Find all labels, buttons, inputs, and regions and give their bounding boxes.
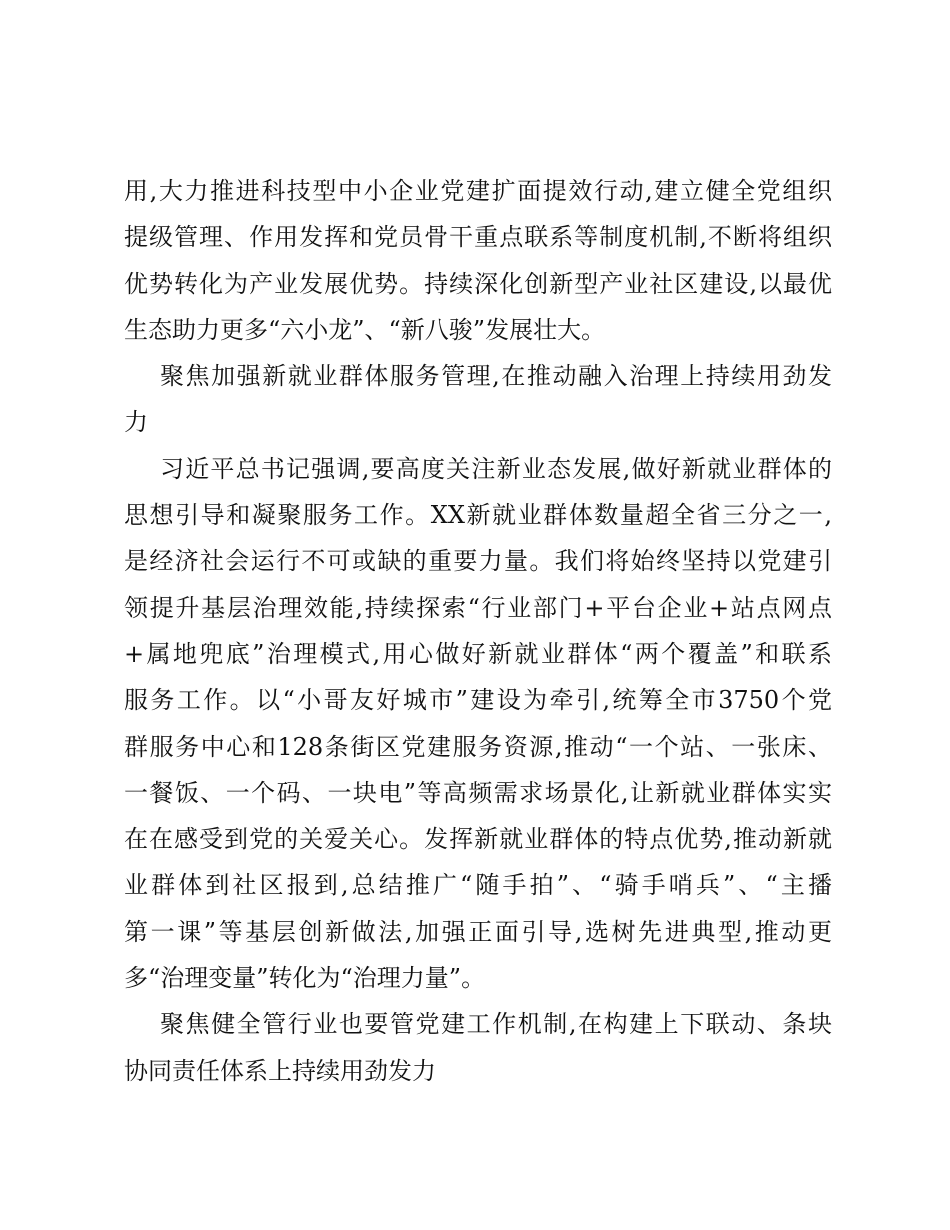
text-line: +属地兜底”治理模式,用心做好新就业群体“两个覆盖”和联系	[124, 639, 832, 668]
text-line: 提级管理、作用发挥和党员骨干重点联系等制度机制,不断将组织	[124, 223, 832, 252]
body-text	[124, 168, 832, 1094]
section-heading-line: 聚焦加强新就业群体服务管理,在推动融入治理上持续用劲发	[160, 362, 832, 391]
text-line: 是经济社会运行不可或缺的重要力量。我们将始终坚持以党建引	[124, 547, 832, 576]
text-line: 思想引导和凝聚服务工作。XX新就业群体数量超全省三分之一,	[124, 501, 832, 530]
text-line: 生态助力更多“六小龙”、“新八骏”发展壮大。	[124, 315, 606, 344]
section-heading-line: 协同责任体系上持续用劲发力	[124, 1056, 436, 1085]
text-line: 习近平总书记强调,要高度关注新业态发展,做好新就业群体的	[160, 454, 832, 483]
text-line: 用,大力推进科技型中小企业党建扩面提效行动,建立健全党组织	[124, 177, 832, 205]
text-line: 一餐饭、一个码、一块电”等高频需求场景化,让新就业群体实实	[124, 778, 832, 807]
section-heading-line: 力	[124, 408, 148, 437]
text-line: 群服务中心和128条街区党建服务资源,推动“一个站、一张床、	[124, 732, 832, 761]
text-line: 服务工作。以“小哥友好城市”建设为牵引,统筹全市3750个党	[124, 686, 832, 715]
text-line: 业群体到社区报到,总结推广“随手拍”、“骑手哨兵”、“主播	[124, 871, 832, 900]
section-heading-line: 聚焦健全管行业也要管党建工作机制,在构建上下联动、条块	[160, 1010, 832, 1039]
text-line: 多“治理变量”转化为“治理力量”。	[124, 964, 486, 993]
text-line: 优势转化为产业发展优势。持续深化创新型产业社区建设,以最优	[124, 269, 832, 298]
text-line: 领提升基层治理效能,持续探索“行业部门+平台企业+站点网点	[124, 593, 832, 622]
text-line: 第一课”等基层创新做法,加强正面引导,选树先进典型,推动更	[124, 917, 832, 946]
text-line: 在在感受到党的关爱关心。发挥新就业群体的特点优势,推动新就	[124, 825, 832, 854]
